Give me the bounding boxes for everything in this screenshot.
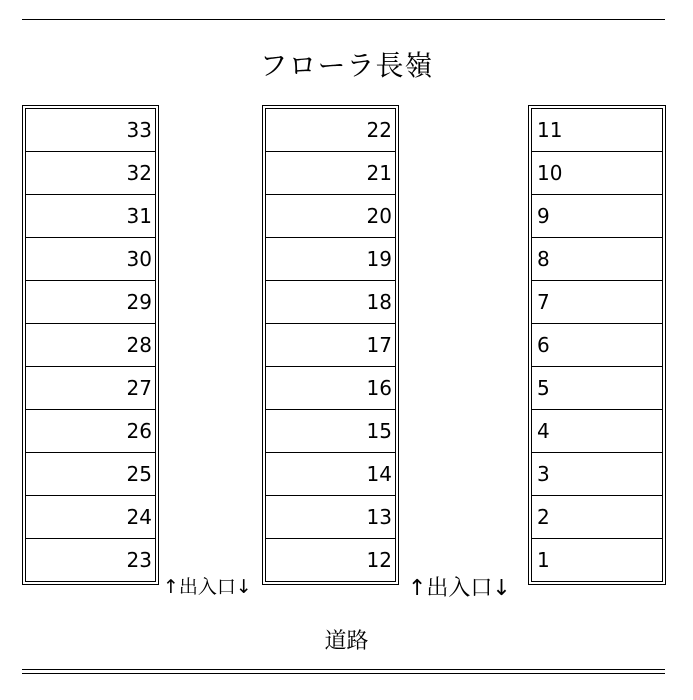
parking-stall: 24 (26, 496, 155, 539)
parking-stall: 27 (26, 367, 155, 410)
bottom-rule-upper (22, 669, 665, 670)
road-label: 道路 (324, 629, 369, 654)
parking-stall: 22 (266, 109, 395, 152)
parking-stall: 20 (266, 195, 395, 238)
parking-stall: 11 (532, 109, 662, 152)
parking-column-left (25, 108, 156, 582)
parking-stall: 16 (266, 367, 395, 410)
parking-stall: 5 (532, 367, 662, 410)
parking-column-middle (265, 108, 396, 582)
parking-stall: 33 (26, 109, 155, 152)
parking-block-right (528, 105, 666, 585)
parking-stall: 31 (26, 195, 155, 238)
page-title: フローラ長嶺 (259, 49, 434, 82)
parking-stall: 19 (266, 238, 395, 281)
parking-stall: 15 (266, 410, 395, 453)
parking-stall: 26 (26, 410, 155, 453)
parking-stall: 25 (26, 453, 155, 496)
bottom-rule-lower (22, 673, 665, 674)
parking-stall: 10 (532, 152, 662, 195)
parking-stall: 3 (532, 453, 662, 496)
parking-stall: 13 (266, 496, 395, 539)
parking-stall: 28 (26, 324, 155, 367)
parking-stall: 4 (532, 410, 662, 453)
parking-stall: 17 (266, 324, 395, 367)
parking-block-left (22, 105, 159, 585)
parking-stall: 9 (532, 195, 662, 238)
parking-block-middle (262, 105, 399, 585)
parking-stall: 23 (126, 548, 152, 572)
entrance-label-right: ↑出入口↓ (408, 576, 511, 601)
parking-stall: 18 (266, 281, 395, 324)
parking-stall: 7 (532, 281, 662, 324)
parking-stall: 2 (532, 496, 662, 539)
parking-column-right (531, 108, 663, 582)
parking-stall: 1 (537, 548, 550, 572)
parking-stall: 29 (26, 281, 155, 324)
parking-stall: 32 (26, 152, 155, 195)
parking-stall: 8 (532, 238, 662, 281)
parking-stall: 30 (26, 238, 155, 281)
parking-stall: 6 (532, 324, 662, 367)
top-rule (22, 19, 665, 20)
parking-stall: 14 (266, 453, 395, 496)
parking-stall: 21 (266, 152, 395, 195)
parking-stall: 12 (366, 548, 392, 572)
entrance-label-left: ↑出入口↓ (163, 576, 252, 598)
